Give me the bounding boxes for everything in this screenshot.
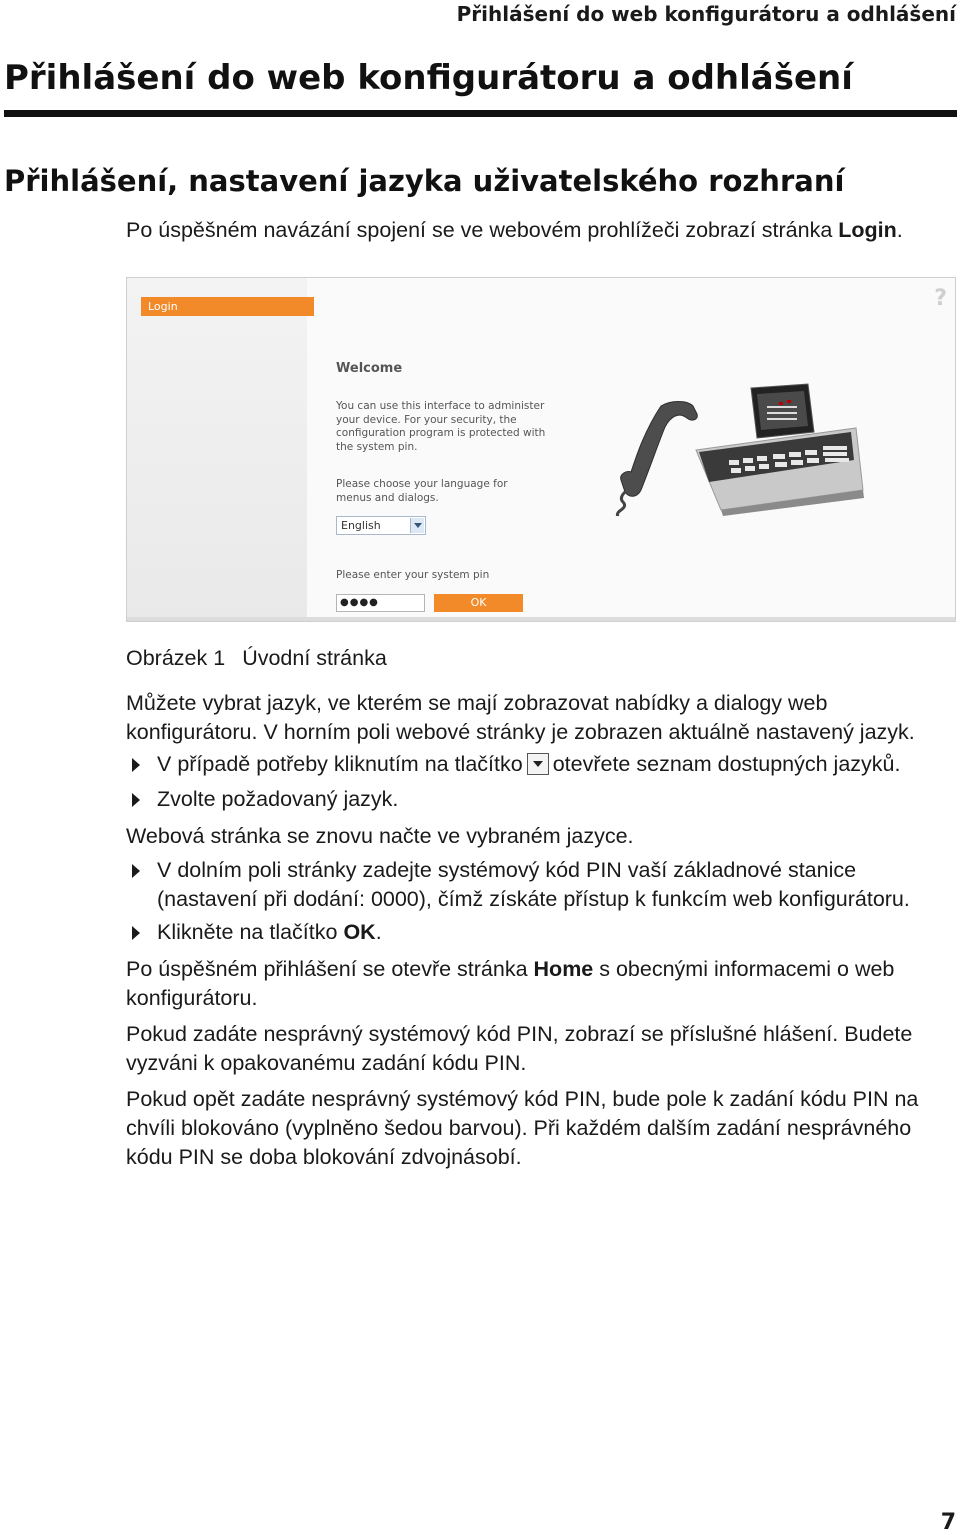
desk-phone-image [601, 380, 901, 516]
blocked-paragraph: Pokud opět zadáte nesprávný systémový kód PIN, bude pole k zadání kódu PIN na chvíli blokováno (vyplněno šedou barvou). Při každém dalším zadání nesprávného kódu PIN se doba blokování zdvojnásobí. [126, 1087, 919, 1169]
bullet-arrow-icon [132, 758, 140, 772]
home-after: s obecnými informacemi o web konfigurátoru. [126, 957, 895, 1010]
chapter-rule [4, 110, 957, 117]
bullet-arrow-icon [132, 926, 140, 940]
bullet-text: V dolním poli stránky zadejte systémový kód PIN vaší základnové stanice (nastavení při dodání: 0000), čímž získáte přístup k funkcím web konfigurátoru. [157, 858, 910, 911]
figure-caption [126, 644, 956, 673]
chapter-title: Přihlášení do web konfigurátoru a odhlášení [4, 58, 853, 98]
home-before: Po úspěšném přihlášení se otevře stránka [126, 957, 534, 981]
login-screenshot [126, 277, 956, 622]
login-tab[interactable]: Login [141, 297, 314, 316]
bullet-1-before: V případě potřeby kliknutím na tlačítko [157, 752, 523, 776]
chevron-down-icon[interactable] [410, 518, 424, 533]
wrong-pin-paragraph: Pokud zadáte nesprávný systémový kód PIN, zobrazí se příslušné hlášení. Budete vyzváni k opakovanému zadání kódu PIN. [126, 1022, 913, 1075]
bullet-4-before: Klikněte na tlačítko [157, 920, 344, 944]
screenshot-left-panel [127, 278, 307, 621]
pin-label: Please enter your system pin [336, 569, 490, 581]
home-bold: Home [533, 957, 594, 981]
bullet-text [157, 918, 957, 947]
welcome-heading: Welcome [336, 361, 403, 376]
intro-paragraph [126, 216, 956, 245]
screenshot-bottom-band [127, 617, 955, 621]
bullet-4-bold: OK [343, 920, 376, 944]
dropdown-arrow-icon [527, 753, 549, 775]
running-header: Přihlášení do web konfigurátoru a odhlášení [456, 2, 956, 26]
language-prompt: Please choose your language for menus and dialogs. [336, 478, 508, 504]
home-paragraph [126, 955, 956, 1013]
language-select-value: English [341, 519, 381, 532]
intro-end: . [896, 218, 903, 242]
intro-bold: Login [838, 218, 897, 242]
bullet-text [157, 750, 957, 779]
bullet-1-after: otevřete seznam dostupných jazyků. [552, 752, 901, 776]
page-number: 7 [940, 1510, 956, 1535]
reload-paragraph: Webová stránka se znovu načte ve vybraném jazyce. [126, 824, 634, 848]
figure-number: Obrázek 1 [126, 646, 226, 670]
language-paragraph: Můžete vybrat jazyk, ve kterém se mají zobrazovat nabídky a dialogy web konfigurátoru. V horním poli webové stránky je zobrazen aktuálně nastavený jazyk. [126, 691, 915, 744]
figure-title: Úvodní stránka [242, 646, 387, 670]
intro-text: Po úspěšném navázání spojení se ve webovém prohlížeči zobrazí stránka [126, 218, 839, 242]
language-select[interactable] [336, 516, 426, 535]
bullet-arrow-icon [132, 793, 140, 807]
ok-button[interactable]: OK [434, 594, 523, 612]
section-title: Přihlášení, nastavení jazyka uživatelského rozhraní [4, 164, 845, 198]
help-icon[interactable]: ? [934, 286, 947, 311]
bullet-4-after: . [375, 920, 382, 944]
welcome-text: You can use this interface to administer your device. For your security, the configuration program is protected with the system pin. [336, 400, 546, 453]
pin-input[interactable]: ●●●● [336, 594, 425, 612]
bullet-arrow-icon [132, 864, 140, 878]
bullet-text: Zvolte požadovaný jazyk. [157, 787, 399, 811]
